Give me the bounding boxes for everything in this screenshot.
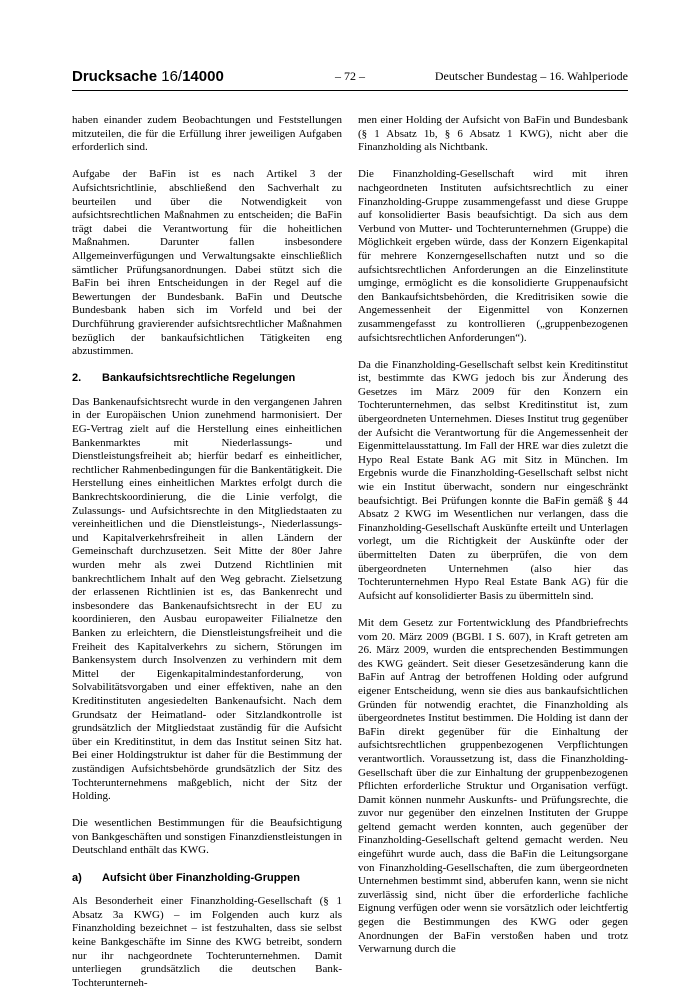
paragraph: men einer Holding der Aufsicht von BaFin und Bundesbank (§ 1 Absatz 1b, § 6 Absatz 1 KWG), nicht aber die Finanzholding als Nichtbank.	[358, 114, 628, 154]
section-title: Bankaufsichtsrechtliche Regelungen	[102, 372, 296, 385]
section-heading	[72, 372, 342, 386]
subsection-number: a)	[72, 871, 82, 884]
subsection-heading	[72, 872, 342, 886]
paragraph: Aufgabe der BaFin ist es nach Artikel 3 der Aufsichtsrichtlinie, abschließend den Sachverhalt zu beurteilen und über die Notwendigkeit von aufsichtsrechtlichen Maßnahmen zu entscheiden; die BaFin trägt dabei die Verantwortung für die hoheitlichen Maßnahmen. Darunter fallen insbesondere Allgemeinverfügungen und Verwaltungsakte einschließlich sämtlicher Prüfungsanordnungen. Dabei stützt sich die BaFin bei ihren Entscheidungen in der Regel auf die Bewertungen der Bundesbank. BaFin und Deutsche Bundesbank haben sich im Vorfeld und bei der Durchführung gravierender aufsichtsrechtlicher Maßnahmen bezüglich der bankaufsichtlichen Tätigkeiten eng abzustimmen.	[72, 168, 342, 358]
paragraph: Als Besonderheit einer Finanzholding-Gesellschaft (§ 1 Absatz 3a KWG) – im Folgenden auch kurz als Finanzholding bezeichnet – ist festzuhalten, dass sie selbst keine Bankgeschäfte im Sinne des KWG betreibt, sondern nur ihr nachgeordnete Tochterunternehmen. Damit unterliegen grundsätzlich die deutschen Bank-Tochterunterneh-	[72, 895, 342, 989]
paragraph: Da die Finanzholding-Gesellschaft selbst kein Kreditinstitut ist, bestimmte das KWG jedoch bis zur Änderung des Gesetzes im März 2009 für den Konzern ein Tochterunternehmen, das selbst Kreditinstitut ist, zum übergeordneten Unternehmen. Dieses Institut trug gegenüber der Aufsicht die Verantwortung für die Angemessenheit der Eigenmittelausstattung. Im Fall der HRE war dies zuletzt die Hypo Real Estate Bank AG mit Sitz in München. Im Ergebnis wurde die Finanzholding-Gesellschaft selbst nicht wie ein Institut überwacht, sondern nur eingeschränkt beaufsichtigt. Bei Prüfungen konnte die BaFin gemäß § 44 Absatz 2 KWG im Wesentlichen nur verlangen, dass die Finanzholding-Gesellschaft Auskünfte erteilt und Unterlagen vorlegt, um die Richtigkeit der Auskünfte oder der übermittelten Daten zu überprüfen, die von dem übergeordneten Unternehmen (also hier das Tochterunternehmen Hypo Real Estate Bank AG) für die Aufsicht auf konsolidierter Basis zu übermitteln sind.	[358, 358, 628, 602]
paragraph: Das Bankenaufsichtsrecht wurde in den vergangenen Jahren in der Europäischen Union zunehmend harmonisiert. Der EG-Vertrag zielt auf die Herstellung eines einheitlichen Bankenmarktes mit Niederlassungs- und Dienstleistungsfreiheit ab; hierfür bedarf es einheitlicher, rechtlicher Rahmenbedingungen für die Bankentätigkeit. Die Herstellung eines einheitlichen Marktes erfolgt durch die Bankrechtskoordinierung, die die Linie verfolgt, die Zulassungs- und Aufsichtsrechte in den Mitgliedstaaten zu vereinheitlichen und die Dienstleistungs-, Niederlassungs- und Kapitalverkehrsfreiheit in allen Ländern der Gemeinschaft durchzusetzen. Seit Mitte der 80er Jahre wurden mehr als zwei Dutzend Richtlinien mit bankrechtlichem Inhalt auf den Weg gebracht. Zielsetzung der erlassenen Richtlinien ist es, das Bankenrecht und insbesondere das Bankenaufsichtsrecht in der EU zu koordinieren, den Ausbau europaweiter Filialnetze den Banken zu erleichtern, die Dienstleistungsfreiheit und die Freiheit des Kapitalverkehrs zu sichern, Störungen im Bankensystem durch Insolvenzen zu verhindern mit dem Mittel der Eigenkapitalmindestanforderung, von Solvabilitätsvorgaben und einer effektiven, nahe an den Kreditinstituten angesiedelten Bankenaufsicht. Nach dem Grundsatz der Heimatland- oder Sitzlandkontrolle ist grundsätzlich der Mitgliedstaat zuständig für die Aufsicht über ein Kreditinstitut, in dem das Institut seinen Sitz hat. Bei einer Holdingstruktur ist daher für die Bestimmung der zuständigen Aufsichtsbehörde grundsätzlich der Sitz des Tochterunternehmens maßgeblich, nicht der Sitz der Holding.	[72, 395, 342, 803]
right-column	[358, 114, 628, 957]
subsection-title: Aufsicht über Finanzholding-Gruppen	[102, 871, 300, 884]
document-label: Drucksache	[72, 68, 158, 85]
document-number-prefix: 16/	[161, 68, 183, 85]
document-number-main: 14000	[182, 68, 224, 85]
section-number: 2.	[72, 372, 82, 385]
paragraph: Die wesentlichen Bestimmungen für die Beaufsichtigung von Bankgeschäften und sonstigen Finanzdienstleistungen in Deutschland enthält das KWG.	[72, 817, 342, 857]
paragraph: Mit dem Gesetz zur Fortentwicklung des Pfandbriefrechts vom 20. März 2009 (BGBl. I S. 607), in Kraft getreten am 26. März 2009, wurden die entsprechenden Bestimmungen des KWG geändert. Seit dieser Gesetzesänderung kann die BaFin auf Antrag der betroffenen Holding oder aufgrund eigener Entscheidung, wenn sie dies aus bankaufsichtlichen Gründen für notwendig erachtet, die Finanzholding als übergeordnetes Institut bestimmen. Die Holding ist dann der BaFin direkt gegenüber für die Einhaltung der aufsichtsrechtlichen gruppenbezogenen Verpflichtungen verantwortlich. Voraussetzung ist, dass die Finanzholding-Gesellschaft über die zur Einhaltung der gruppenbezogenen Pflichten erforderliche Struktur und Organisation verfügt. Damit können nunmehr Auskunfts- und Prüfungsrechte, die zuvor nur gegenüber den einzelnen Instituten der Gruppe geltend gemacht werden konnten, auch gegenüber der Finanzholding-Gesellschaft geltend gemacht werden. Neu eingeführt wurde auch, dass die BaFin die Leitungsorgane von Finanzholding-Gesellschaften, die zum übergeordneten Unternehmen bestimmt sind, abberufen kann, wenn sie nicht zuverlässig sind, nicht über die erforderliche fachliche Eignung verfügen oder wenn sie vorsätzlich oder leichtfertig gegen die Bestimmungen des KWG oder gegen Anordnungen der BaFin verstoßen haben und trotz Verwarnung durch die	[358, 616, 628, 956]
page-header	[72, 68, 628, 90]
header-rule	[72, 90, 628, 91]
page-number: – 72 –	[335, 69, 365, 83]
publisher-line: Deutscher Bundestag – 16. Wahlperiode	[434, 69, 628, 83]
paragraph: haben einander zudem Beobachtungen und Feststellungen mitzuteilen, die für die Erfüllung ihrer jeweiligen Aufgaben erforderlich sind.	[72, 114, 342, 154]
paragraph: Die Finanzholding-Gesellschaft wird mit ihren nachgeordneten Instituten aufsichtsrechtlich zu einer Finanzholding-Gruppe zusammengefasst und diese Gruppe auf konsolidierter Basis beaufsichtigt. Da sich aus dem Verbund von Mutter- und Tochterunternehmen (Gruppe) die Möglichkeit ergeben würde, dass der Konzern Eigenkapital für mehrere Konzerngesellschaften nutzt und so die aufsichtsrechtlichen Anforderungen an die Einzelinstitute umginge, ermöglicht es die konsolidierte Gruppenaufsicht den Bankaufsichtsbehörden, die Kreditrisiken sowie die Angemessenheit der Eigenmittel von Konzernen zusammengefasst zu kontrollieren („gruppenbezogenen aufsichtsrechtlichen Anforderungen“).	[358, 168, 628, 344]
left-column	[72, 114, 342, 990]
